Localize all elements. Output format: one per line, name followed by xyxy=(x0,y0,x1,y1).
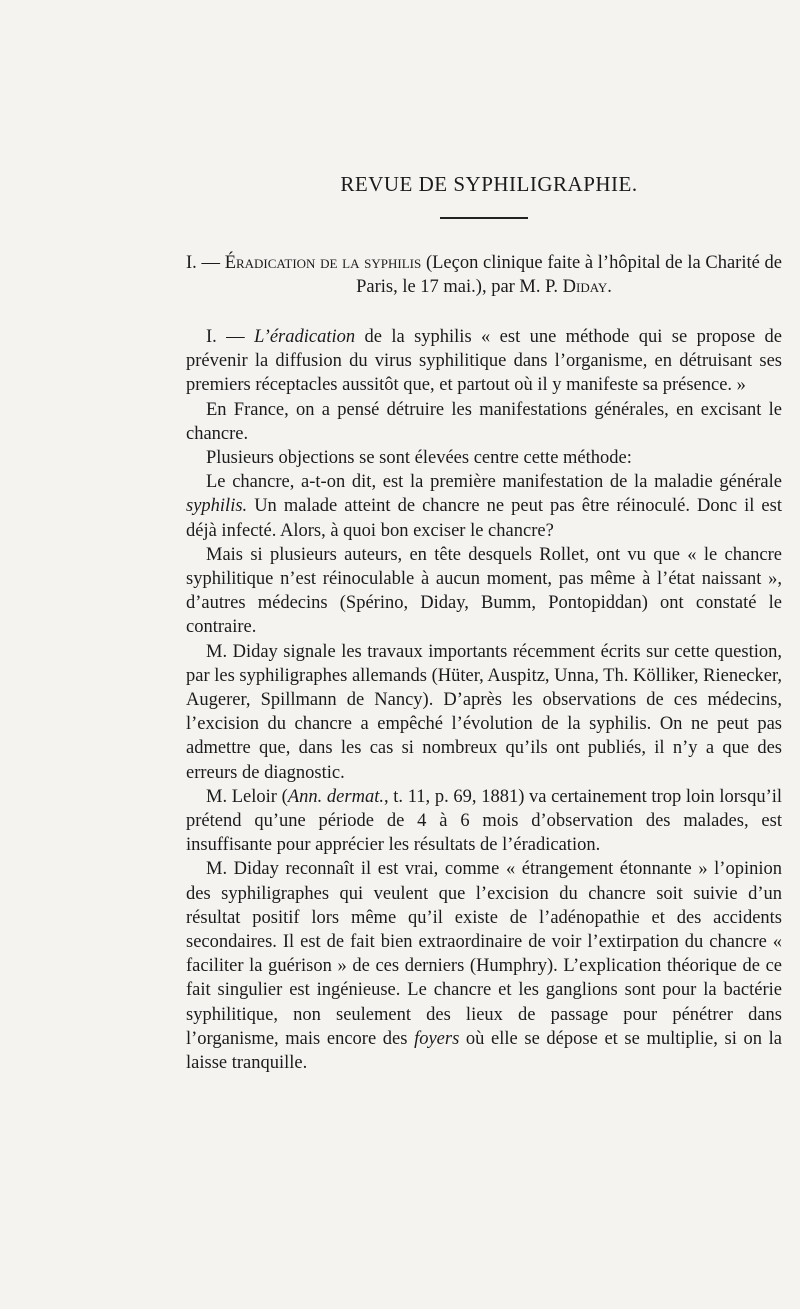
emphasis-text: foyers xyxy=(414,1028,460,1049)
paragraph-1 xyxy=(186,325,782,398)
emphasis-text: L’éradication xyxy=(254,327,356,347)
emphasis-text: syphilis. xyxy=(186,496,248,517)
heading-author: Diday xyxy=(562,277,608,297)
paragraph-4 xyxy=(186,470,782,543)
title-rule xyxy=(440,217,528,219)
article-heading xyxy=(186,251,782,299)
paragraph-text: Un malade atteint de chancre ne peut pas être réinoculé. Donc il est déjà infecté. Alors, à quoi bon exciser le chancre? xyxy=(186,496,782,541)
paragraph-text: M. Leloir ( xyxy=(206,786,288,807)
paragraph-text: Le chancre, a-t-on dit, est la première manifestation de la maladie générale xyxy=(206,472,782,493)
page-content xyxy=(186,172,782,1075)
paragraph-2: En France, on a pensé détruire les manifestations générales, en excisant le chancre. xyxy=(186,399,782,444)
emphasis-text: Ann. dermat. xyxy=(287,786,384,807)
paragraph-text: I. — xyxy=(206,327,255,347)
paragraph-7 xyxy=(186,785,782,858)
heading-number: I. — xyxy=(186,253,225,273)
paragraph-text: M. Diday reconnaît il est vrai, comme « étrangement étonnante » l’opinion des syphiligraphes qui veulent que l’excision du chancre soit suivie d’un résultat positif lors même qu’il existe de l’adénopathie et des accidents secondaires. Il est de fait bien extraordinaire de voir l’extirpation du chancre « faciliter la guérison » de ces derniers (Humphry). L’explication théorique de ce fait singulier est ingénieuse. Le chancre et les ganglions sont pour la bactérie syphilitique, non seulement des lieux de passage pour pénétrer dans l’organisme, mais encore des xyxy=(186,859,782,1049)
paragraph-8 xyxy=(186,857,782,1075)
heading-end: . xyxy=(607,277,612,297)
paragraph-text: de la syphilis « est une méthode qui se propose de prévenir la diffusion du virus syphilitique dans l’organisme, en détruisant ses premiers réceptacles aussitôt que, et partout où il y manifeste sa présence. » xyxy=(186,327,782,396)
heading-subject: Éradication de la syphilis xyxy=(224,253,422,273)
paragraph-3: Plusieurs objections se sont élevées centre cette méthode: xyxy=(206,448,632,469)
paragraph-text: , t. 11, p. 69, 1881) va certainement trop loin lorsqu’il prétend qu’une période de 4 à 6 mois d’observation des malades, est insuffisante pour apprécier les résultats de l’éradication. xyxy=(186,786,783,856)
section-title: REVUE DE SYPHILIGRAPHIE. xyxy=(340,172,638,196)
paragraph-6: M. Diday signale les travaux importants récemment écrits sur cette question, par les syphiligraphes allemands (Hüter, Auspitz, Unna, Th. Kölliker, Rienecker, Augerer, Spillmann de Nancy). D’après les observations de ces médecins, l’excision du chancre a empêché l’évolution de la syphilis. On ne peut pas admettre que, dans les cas si nombreux qu’ils ont publiés, il n’y a que des erreurs de diagnostic. xyxy=(186,641,782,783)
article-body xyxy=(186,325,782,1075)
paragraph-text: où elle se dépose et se multiplie, si on la laisse tranquille. xyxy=(186,1028,782,1074)
paragraph-5: Mais si plusieurs auteurs, en tête desquels Rollet, ont vu que « le chancre syphilitique n’est réinoculable à aucun moment, pas même à l’état naissant », d’autres médecins (Spérino, Diday, Bumm, Pontopiddan) ont constaté le contraire. xyxy=(186,544,782,638)
heading-details: (Leçon clinique faite à l’hôpital de la Charité de Paris, le 17 mai.), par M. P. xyxy=(356,253,782,297)
